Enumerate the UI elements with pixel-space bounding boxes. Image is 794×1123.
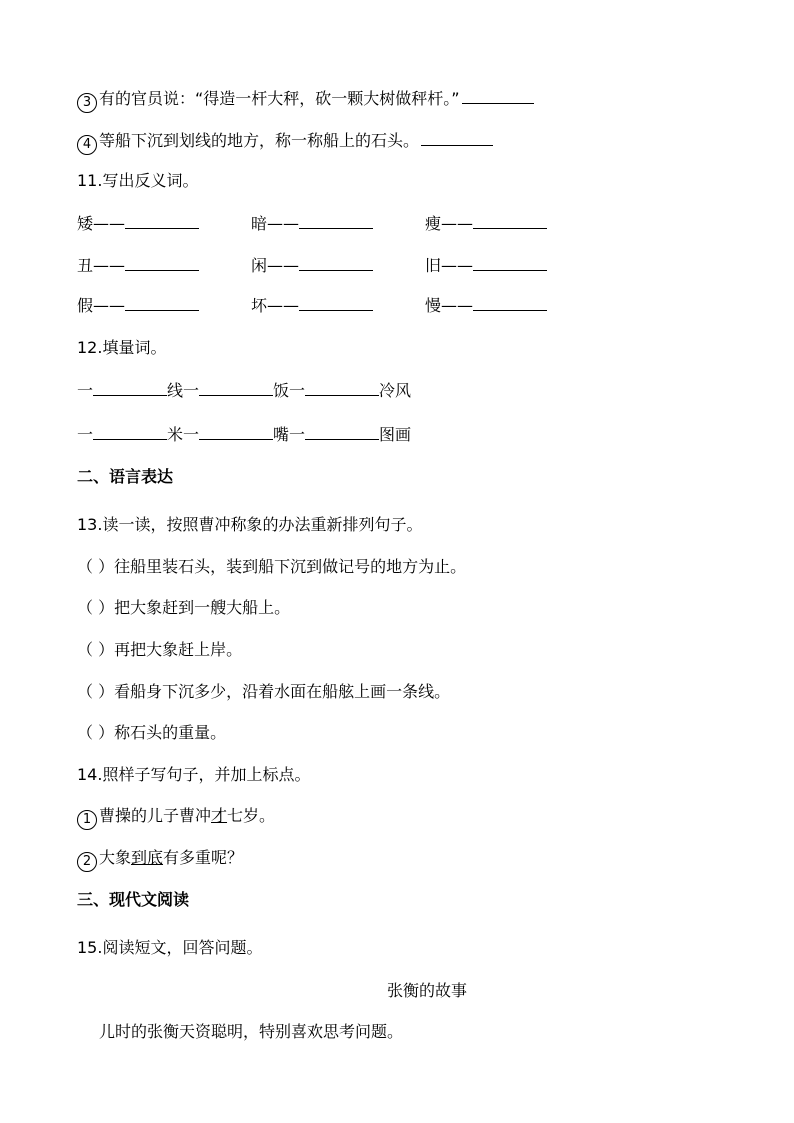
q15-title: 15.阅读短文，回答问题。 bbox=[77, 938, 263, 957]
answer-blank[interactable] bbox=[299, 213, 373, 229]
ordering-item: （ ）称石头的重量。 bbox=[77, 723, 227, 742]
ordering-item: （ ）看船身下沉多少，沿着水面在船舷上画一条线。 bbox=[77, 682, 451, 701]
q13-title: 13.读一读，按照曹冲称象的办法重新排列句子。 bbox=[77, 515, 423, 534]
antonym-word: 旧—— bbox=[425, 256, 474, 275]
answer-blank[interactable] bbox=[473, 255, 547, 271]
answer-blank[interactable] bbox=[125, 295, 199, 311]
answer-blank[interactable] bbox=[305, 424, 379, 440]
measure-word-row-2 bbox=[77, 424, 411, 445]
story-title: 张衡的故事 bbox=[386, 981, 467, 1000]
ordering-item: （ ）再把大象赶上岸。 bbox=[77, 640, 243, 659]
answer-blank[interactable] bbox=[93, 424, 167, 440]
q14-title: 14.照样子写句子，并加上标点。 bbox=[77, 765, 311, 784]
answer-blank[interactable] bbox=[473, 213, 547, 229]
antonym-item bbox=[425, 295, 547, 316]
answer-blank[interactable] bbox=[305, 380, 379, 396]
antonym-item bbox=[251, 295, 373, 316]
measure-text: 饭一 bbox=[273, 381, 306, 400]
antonym-item bbox=[425, 213, 547, 234]
measure-text: 图画 bbox=[379, 425, 412, 444]
q14-item-1 bbox=[77, 806, 275, 830]
measure-text: 嘴一 bbox=[273, 425, 306, 444]
antonym-item bbox=[77, 213, 199, 234]
antonym-word: 闲—— bbox=[251, 256, 300, 275]
ordering-item: （ ）把大象赶到一艘大船上。 bbox=[77, 598, 291, 617]
circled-number: 3 bbox=[77, 93, 97, 113]
answer-blank[interactable] bbox=[199, 424, 273, 440]
sentence-text: 大象 bbox=[99, 848, 132, 867]
measure-word-row-1 bbox=[77, 380, 411, 401]
q10-item-4 bbox=[77, 130, 493, 155]
q10-item-3-text: 有的官员说：“得造一杆大秤，砍一颗大树做秤杆。” bbox=[99, 89, 460, 108]
section-heading: 二、语言表达 bbox=[77, 467, 174, 486]
sentence-text: 七岁。 bbox=[227, 806, 276, 825]
ordering-item: （ ）往船里装石头，装到船下沉到做记号的地方为止。 bbox=[77, 557, 467, 576]
underlined-word: 才 bbox=[211, 806, 228, 825]
antonym-word: 慢—— bbox=[425, 296, 474, 315]
antonym-item bbox=[77, 295, 199, 316]
answer-blank[interactable] bbox=[125, 213, 199, 229]
circled-number: 1 bbox=[77, 810, 97, 830]
answer-blank[interactable] bbox=[93, 380, 167, 396]
answer-blank[interactable] bbox=[125, 255, 199, 271]
answer-blank[interactable] bbox=[299, 255, 373, 271]
measure-text: 线一 bbox=[167, 381, 200, 400]
antonym-item bbox=[251, 213, 373, 234]
q10-item-3 bbox=[77, 88, 534, 113]
measure-text: 冷风 bbox=[379, 381, 412, 400]
q11-title: 11.写出反义词。 bbox=[77, 171, 199, 190]
q12-title: 12.填量词。 bbox=[77, 338, 167, 357]
antonym-item bbox=[77, 255, 199, 276]
antonym-word: 丑—— bbox=[77, 256, 126, 275]
section-heading: 三、现代文阅读 bbox=[77, 890, 190, 909]
answer-blank[interactable] bbox=[462, 88, 534, 104]
answer-blank[interactable] bbox=[199, 380, 273, 396]
answer-blank[interactable] bbox=[299, 295, 373, 311]
antonym-word: 暗—— bbox=[251, 214, 300, 233]
measure-text: 一 bbox=[77, 381, 94, 400]
circled-number: 4 bbox=[77, 135, 97, 155]
underlined-word: 到底 bbox=[131, 848, 164, 867]
antonym-word: 坏—— bbox=[251, 296, 300, 315]
answer-blank[interactable] bbox=[421, 130, 493, 146]
sentence-text: 曹操的儿子曹冲 bbox=[99, 806, 212, 825]
measure-text: 一 bbox=[77, 425, 94, 444]
story-paragraph: 儿时的张衡天资聪明，特别喜欢思考问题。 bbox=[99, 1022, 404, 1041]
q14-item-2 bbox=[77, 848, 243, 872]
antonym-word: 瘦—— bbox=[425, 214, 474, 233]
circled-number: 2 bbox=[77, 852, 97, 872]
antonym-item bbox=[425, 255, 547, 276]
sentence-text: 有多重呢？ bbox=[163, 848, 244, 867]
antonym-word: 假—— bbox=[77, 296, 126, 315]
answer-blank[interactable] bbox=[473, 295, 547, 311]
measure-text: 米一 bbox=[167, 425, 200, 444]
q10-item-4-text: 等船下沉到划线的地方，称一称船上的石头。 bbox=[99, 131, 420, 150]
antonym-item bbox=[251, 255, 373, 276]
antonym-word: 矮—— bbox=[77, 214, 126, 233]
